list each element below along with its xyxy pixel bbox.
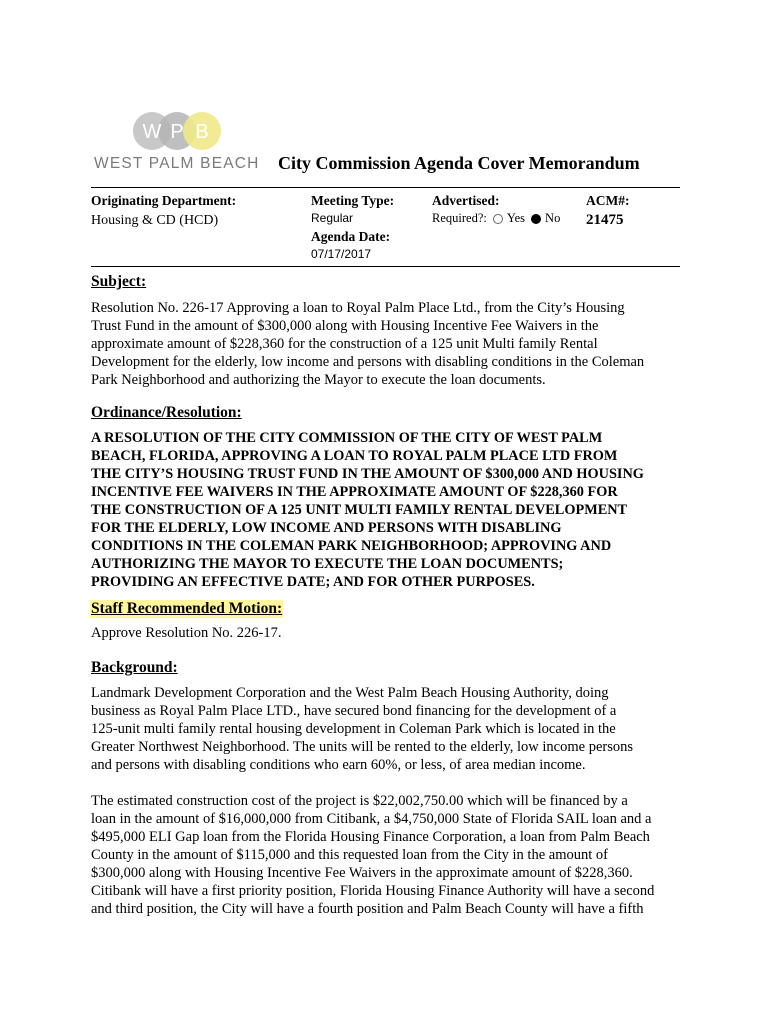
advertised-label: Advertised: xyxy=(432,193,500,208)
meeting-type-value: Regular xyxy=(311,211,354,225)
no-label: No xyxy=(545,211,561,225)
background-line: Greater Northwest Neighborhood. The units will be rented to the elderly, low income persons xyxy=(91,739,634,755)
background-line: 125-unit multi family rental housing development in Coleman Park which is located in the xyxy=(91,721,616,737)
background-line: Citibank will have a first priority position, Florida Housing Finance Authority will have a second xyxy=(91,883,655,899)
acm-number: 21475 xyxy=(586,212,624,228)
background-line: Landmark Development Corporation and the West Palm Beach Housing Authority, doing xyxy=(91,685,609,701)
acm-label: ACM#: xyxy=(586,193,630,208)
logo-letter-p: P xyxy=(170,121,184,143)
advertised-required-group xyxy=(432,211,560,226)
subject-line: Development for the elderly, low income and persons with disabling conditions in the Coleman xyxy=(91,354,645,370)
bottom-divider xyxy=(91,266,680,267)
yes-radio[interactable] xyxy=(493,214,503,224)
background-line: The estimated construction cost of the project is $22,002,750.00 which will be financed by a xyxy=(91,793,628,809)
logo-letter-w: W xyxy=(142,121,162,143)
city-logo xyxy=(94,105,260,180)
background-line: and persons with disabling conditions who earn 60%, or less, of area median income. xyxy=(91,757,586,773)
background-line: County in the amount of $115,000 and this requested loan from the City in the amount of xyxy=(91,847,608,863)
subject-heading: Subject: xyxy=(91,273,147,290)
subject-text xyxy=(91,299,691,389)
motion-text xyxy=(91,624,691,642)
background-line: $495,000 ELI Gap loan from the Florida Housing Finance Corporation, a loan from Palm Beach xyxy=(91,829,650,845)
background-heading: Background: xyxy=(91,659,178,676)
agenda-date-value: 07/17/2017 xyxy=(311,247,372,261)
no-radio[interactable] xyxy=(531,214,541,224)
originating-department-value: Housing & CD (HCD) xyxy=(91,213,219,228)
required-label: Required?: xyxy=(432,211,487,225)
background-line: loan in the amount of $16,000,000 from Citibank, a $4,750,000 State of Florida SAIL loan and a xyxy=(91,811,652,827)
subject-line: Park Neighborhood and authorizing the Mayor to execute the loan documents. xyxy=(91,372,546,388)
logo-circles-graphic xyxy=(132,105,222,157)
subject-line: Resolution No. 226-17 Approving a loan to Royal Palm Place Ltd., from the City’s Housing xyxy=(91,300,625,316)
background-line: business as Royal Palm Place LTD., have secured bond financing for the development of a xyxy=(91,703,617,719)
background-line: and third position, the City will have a fourth position and Palm Beach County will have a fifth xyxy=(91,901,644,917)
ordinance-line: AUTHORIZING THE MAYOR TO EXECUTE THE LOAN DOCUMENTS; xyxy=(91,556,564,572)
memo-title: City Commission Agenda Cover Memorandum xyxy=(278,153,640,173)
ordinance-line: CONDITIONS IN THE COLEMAN PARK NEIGHBORHOOD; APPROVING AND xyxy=(91,538,612,554)
ordinance-line: FOR THE ELDERLY, LOW INCOME AND PERSONS WITH DISABLING xyxy=(91,520,562,536)
motion-heading: Staff Recommended Motion: xyxy=(91,600,283,617)
originating-department-label: Originating Department: xyxy=(91,193,237,208)
logo-wordmark: WEST PALM BEACH xyxy=(94,155,260,172)
ordinance-line: INCENTIVE FEE WAIVERS IN THE APPROXIMATE AMOUNT OF $228,360 FOR xyxy=(91,484,618,500)
ordinance-line: BEACH, FLORIDA, APPROVING A LOAN TO ROYAL PALM PLACE LTD FROM xyxy=(91,448,618,464)
ordinance-heading: Ordinance/Resolution: xyxy=(91,404,242,421)
ordinance-line: PROVIDING AN EFFECTIVE DATE; AND FOR OTHER PURPOSES. xyxy=(91,574,535,590)
background-paragraph-2 xyxy=(91,792,691,918)
background-paragraph-1 xyxy=(91,684,691,774)
ordinance-line: A RESOLUTION OF THE CITY COMMISSION OF THE CITY OF WEST PALM xyxy=(91,430,603,446)
yes-label: Yes xyxy=(506,211,526,225)
ordinance-text xyxy=(91,429,691,591)
background-line: $300,000 along with Housing Incentive Fee Waivers in the approximate amount of $228,360. xyxy=(91,865,633,881)
top-divider xyxy=(91,187,680,188)
subject-line: approximate amount of $228,360 for the construction of a 125 unit Multi family Rental xyxy=(91,336,598,352)
ordinance-line: THE CONSTRUCTION OF A 125 UNIT MULTI FAMILY RENTAL DEVELOPMENT xyxy=(91,502,628,518)
subject-line: Trust Fund in the amount of $300,000 along with Housing Incentive Fee Waivers in the xyxy=(91,318,599,334)
logo-letter-b: B xyxy=(195,121,209,143)
motion-line: Approve Resolution No. 226-17. xyxy=(91,625,282,641)
ordinance-line: THE CITY’S HOUSING TRUST FUND IN THE AMOUNT OF $300,000 AND HOUSING xyxy=(91,466,644,482)
agenda-date-label: Agenda Date: xyxy=(311,229,391,244)
meeting-type-label: Meeting Type: xyxy=(311,193,395,208)
